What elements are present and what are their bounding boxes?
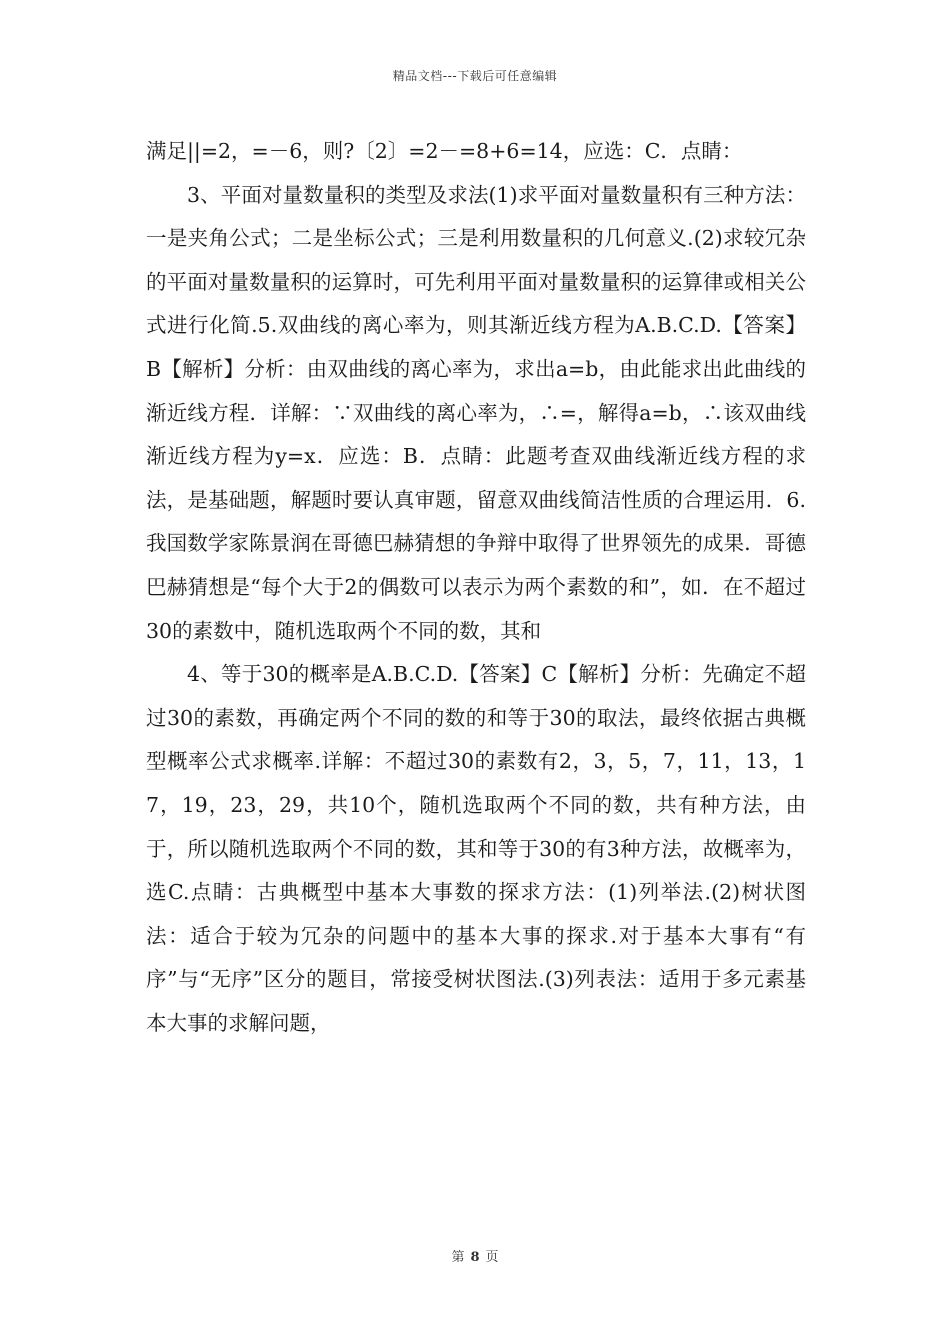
page-number-suffix: 页 xyxy=(485,1250,499,1265)
page-header: 精品文档---下载后可任意编辑 xyxy=(392,69,558,83)
page-number: 8 xyxy=(470,1250,480,1265)
page-footer xyxy=(0,1246,950,1265)
document-body xyxy=(146,130,806,1045)
page-number-prefix: 第 xyxy=(451,1250,465,1265)
paragraph-2: 3、平面对量数量积的类型及求法(1)求平面对量数量积有三种方法：一是夹角公式；二是坐标公式；三是利用数量积的几何意义.(2)求较冗杂的平面对量数量积的运算时，可先利用平面对量数量积的运算律或相关公式进行化简.5.双曲线的离心率为，则其渐近线方程为A.B.C.D.【答案】B【解析】分析：由双曲线的离心率为，求出a=b，由此能求出此曲线的渐近线方程．详解：∵双曲线的离心率为，∴=，解得a=b，∴该双曲线渐近线方程为y=x．应选：B．点睛：此题考查双曲线渐近线方程的求法，是基础题，解题时要认真审题，留意双曲线简洁性质的合理运用．6.我国数学家陈景润在哥德巴赫猜想的争辩中取得了世界领先的成果．哥德巴赫猜想是“每个大于2的偶数可以表示为两个素数的和”，如．在不超过30的素数中，随机选取两个不同的数，其和 xyxy=(146,182,806,643)
paragraph-1: 满足||=2，=－6，则?〔2〕=2－=8+6=14，应选：C．点睛： xyxy=(146,139,743,163)
paragraph-3: 4、等于30的概率是A.B.C.D.【答案】C【解析】分析：先确定不超过30的素数，再确定两个不同的数的和等于30的取法，最终依据古典概型概率公式求概率.详解：不超过30的素数有2，3，5，7，11，13，17，19，23，29，共10个，随机选取两个不同的数，共有种方法，由于，所以随机选取两个不同的数，其和等于30的有3种方法，故概率为，选C.点睛：古典概型中基本大事数的探求方法：(1)列举法.(2)树状图法：适合于较为冗杂的问题中的基本大事的探求.对于基本大事有“有序”与“无序”区分的题目，常接受树状图法.(3)列表法：适用于多元素基本大事的求解问题， xyxy=(146,662,806,1035)
